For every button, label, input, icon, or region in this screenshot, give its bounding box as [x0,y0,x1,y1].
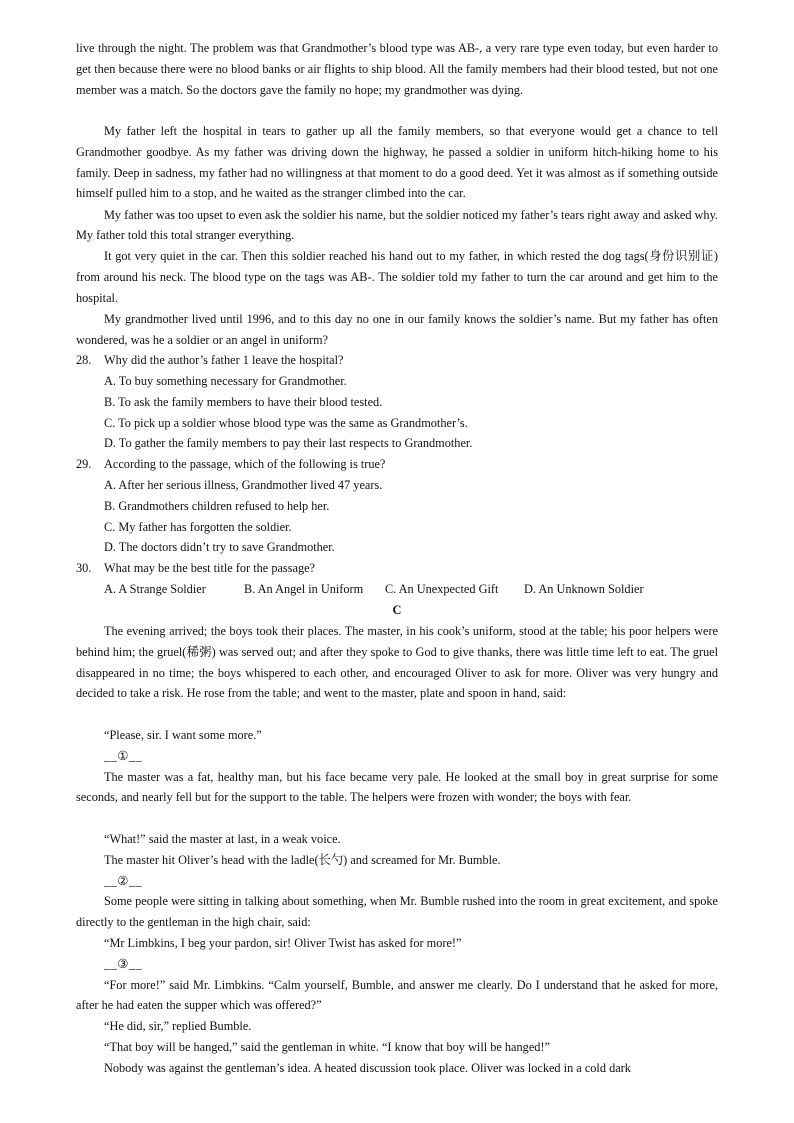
question-option: B. An Angel in Uniform [244,582,364,596]
passage-paragraph-5: “For more!” said Mr. Limbkins. “Calm yourself, Bumble, and answer me clearly. Do I understand that he asked for more, after he had eaten the supper which was offered?” [76,977,718,1013]
question-option: B. To ask the family members to have their blood tested. [104,395,383,409]
question-option: C. My father has forgotten the soldier. [104,519,292,534]
story-paragraph-2: My father left the hospital in tears to gather up all the family members, so that everyone would get a chance to tell Grandmother goodbye. As my father was driving down the highway, he passed a soldier in uniform hitch-hiking home to his family. Deep in sadness, my father had no willingness at that moment to do a good deed. Yet it was almost as if something outside himself pulled him to a stop, and he waited as the stranger climbed into the car. [76,124,718,201]
blank-2: __②__ [104,873,143,888]
passage-quote-2: “What!” said the master at last, in a weak voice. [104,832,341,846]
passage-quote-4: “He did, sir,” replied Bumble. [104,1019,252,1033]
question-option: D. The doctors didn’t try to save Grandmother. [104,540,335,554]
story-paragraph-1: live through the night. The problem was that Grandmother’s blood type was AB-, a very rare type even today, but even harder to get then because there were no blood banks or air flights to ship blood. All the family members had their blood tested, but not one member was a match. So the doctors gave the family no hope; my grandmother was dying. [76,41,718,97]
passage-paragraph-2: The master was a fat, healthy man, but his face became very pale. He looked at the small boy in great surprise for some seconds, and nearly fell but for the support to the table. The helpers were frozen with wonder; the boys with fear. [76,769,718,805]
question-text: According to the passage, which of the following is true? [104,457,386,471]
question-option: D. To gather the family members to pay their last respects to Grandmother. [104,436,473,450]
passage-quote-5: “That boy will be hanged,” said the gentleman in white. “I know that boy will be hanged!” [104,1040,550,1054]
section-heading: C [392,603,402,617]
question-option: D. An Unknown Soldier [524,582,644,596]
question-text: What may be the best title for the passage? [104,561,316,575]
question-option: C. To pick up a soldier whose blood type was the same as Grandmother’s. [104,415,468,430]
question-option: C. An Unexpected Gift [385,582,499,596]
passage-quote-1: “Please, sir. I want some more.” [104,728,262,742]
passage-paragraph-1: The evening arrived; the boys took their places. The master, in his cook’s uniform, stood at the table; his poor helpers were behind him; the gruel(稀粥) was served out; and after they spoke to God to give thanks, there was little time left to eat. The gruel disappeared in no time; the boys whispered to each other, and encouraged Oliver to ask for more. Oliver was very hungry and decided to take a risk. He rose from the table; and went to the master, plate and spoon in hand, said: [76,624,718,701]
passage-quote-3: “Mr Limbkins, I beg your pardon, sir! Oliver Twist has asked for more!” [104,936,462,950]
passage-paragraph-3: The master hit Oliver’s head with the ladle(长勺) and screamed for Mr. Bumble. [104,853,501,867]
story-paragraph-5: My grandmother lived until 1996, and to this day no one in our family knows the soldier’s name. But my father has often wondered, was he a soldier or an angel in uniform? [76,312,718,347]
question-number: 29. [76,457,92,471]
question-option: B. Grandmothers children refused to help her. [104,499,330,513]
blank-3: __③__ [104,957,143,971]
story-paragraph-3: My father was too upset to even ask the soldier his name, but the soldier noticed my father’s tears right away and asked why. My father told this total stranger everything. [76,207,718,243]
blank-1: __①__ [104,749,143,763]
question-option: A. To buy something necessary for Grandmother. [104,374,347,388]
question-number: 30. [76,561,92,575]
passage-paragraph-6: Nobody was against the gentleman’s idea. A heated discussion took place. Oliver was locked in a cold dark [104,1060,631,1075]
question-number: 28. [76,353,92,367]
passage-paragraph-4: Some people were sitting in talking about something, when Mr. Bumble rushed into the room in great excitement, and spoke directly to the gentleman in the high chair, said: [76,894,718,929]
story-paragraph-4: It got very quiet in the car. Then this soldier reached his hand out to my father, in which rested the dog tags(身份识别证) from around his neck. The blood type on the tags was AB-. The soldier told my father to turn the car around and get him to the hospital. [76,249,718,305]
question-text: Why did the author’s father 1 leave the hospital? [104,353,344,367]
question-option: A. A Strange Soldier [104,582,206,596]
question-option: A. After her serious illness, Grandmother lived 47 years. [104,478,383,492]
